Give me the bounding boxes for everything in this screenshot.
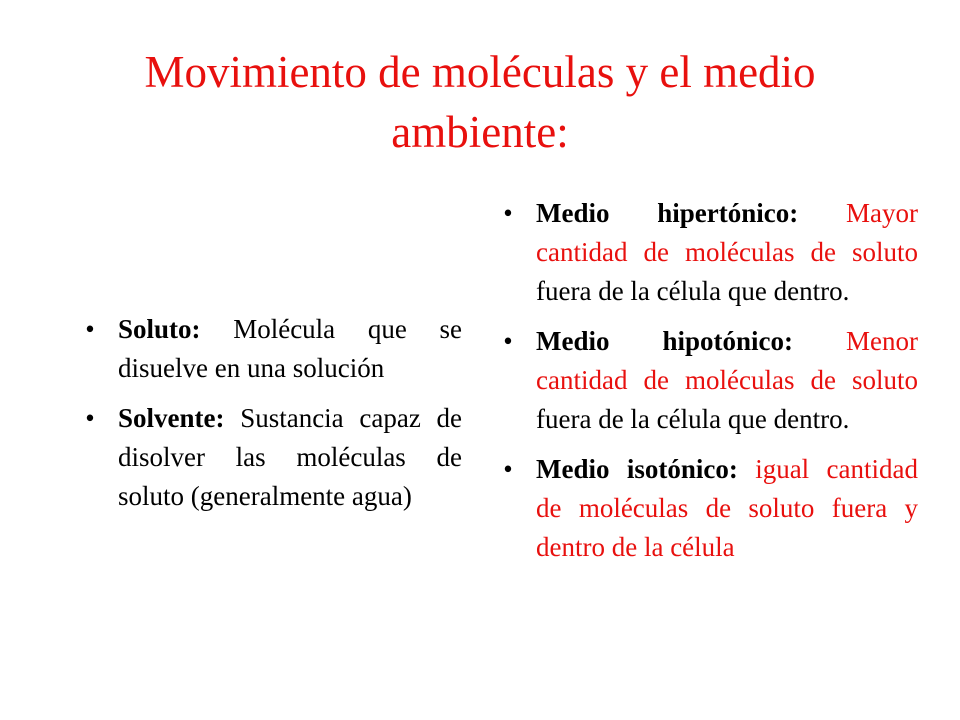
definition-text: Molécula que se disuelve en una solución [118, 314, 462, 383]
bullet-item-hipotonico [498, 322, 918, 439]
definition-text-accent: Mayor cantidad de [536, 198, 918, 267]
definition-text: Sustancia capaz de disolver las moléculas de soluto (generalmente agua) [118, 403, 462, 511]
definition-text: fuera de la célula que dentro. [536, 276, 850, 306]
bullet-item-hipertonico [498, 194, 918, 311]
bullet-dot-icon: • [503, 198, 513, 228]
definition-text-accent: moléculas de soluto fuera y dentro de la célula [536, 493, 918, 562]
bullet-dot-icon: • [503, 454, 513, 484]
term-label: Soluto: [118, 314, 201, 344]
definition-text: fuera de la célula que dentro. [536, 404, 850, 434]
term-label: Solvente: [118, 403, 225, 433]
bullet-item-solvente [80, 399, 462, 516]
definition-text-accent: moléculas de soluto [684, 365, 918, 395]
slide-title-line1: Movimiento de moléculas y el medio [144, 47, 816, 97]
slide-title [60, 42, 900, 162]
bullet-item-soluto [80, 310, 462, 388]
bullet-dot-icon: • [85, 403, 95, 433]
bullet-dot-icon: • [85, 314, 95, 344]
right-bullet-list [498, 194, 918, 578]
left-bullet-list [80, 310, 462, 527]
bullet-dot-icon: • [503, 326, 513, 356]
bullet-item-isotonico [498, 450, 918, 567]
definition-text-accent: Menor cantidad de [536, 326, 918, 395]
definition-text-accent: igual cantidad de [536, 454, 918, 523]
term-label: Medio hipotónico: [536, 326, 794, 356]
term-label: Medio hipertónico: [536, 198, 799, 228]
slide-title-line2: ambiente: [391, 107, 569, 157]
definition-text-accent: moléculas de soluto [684, 237, 918, 267]
term-label: Medio isotónico: [536, 454, 738, 484]
